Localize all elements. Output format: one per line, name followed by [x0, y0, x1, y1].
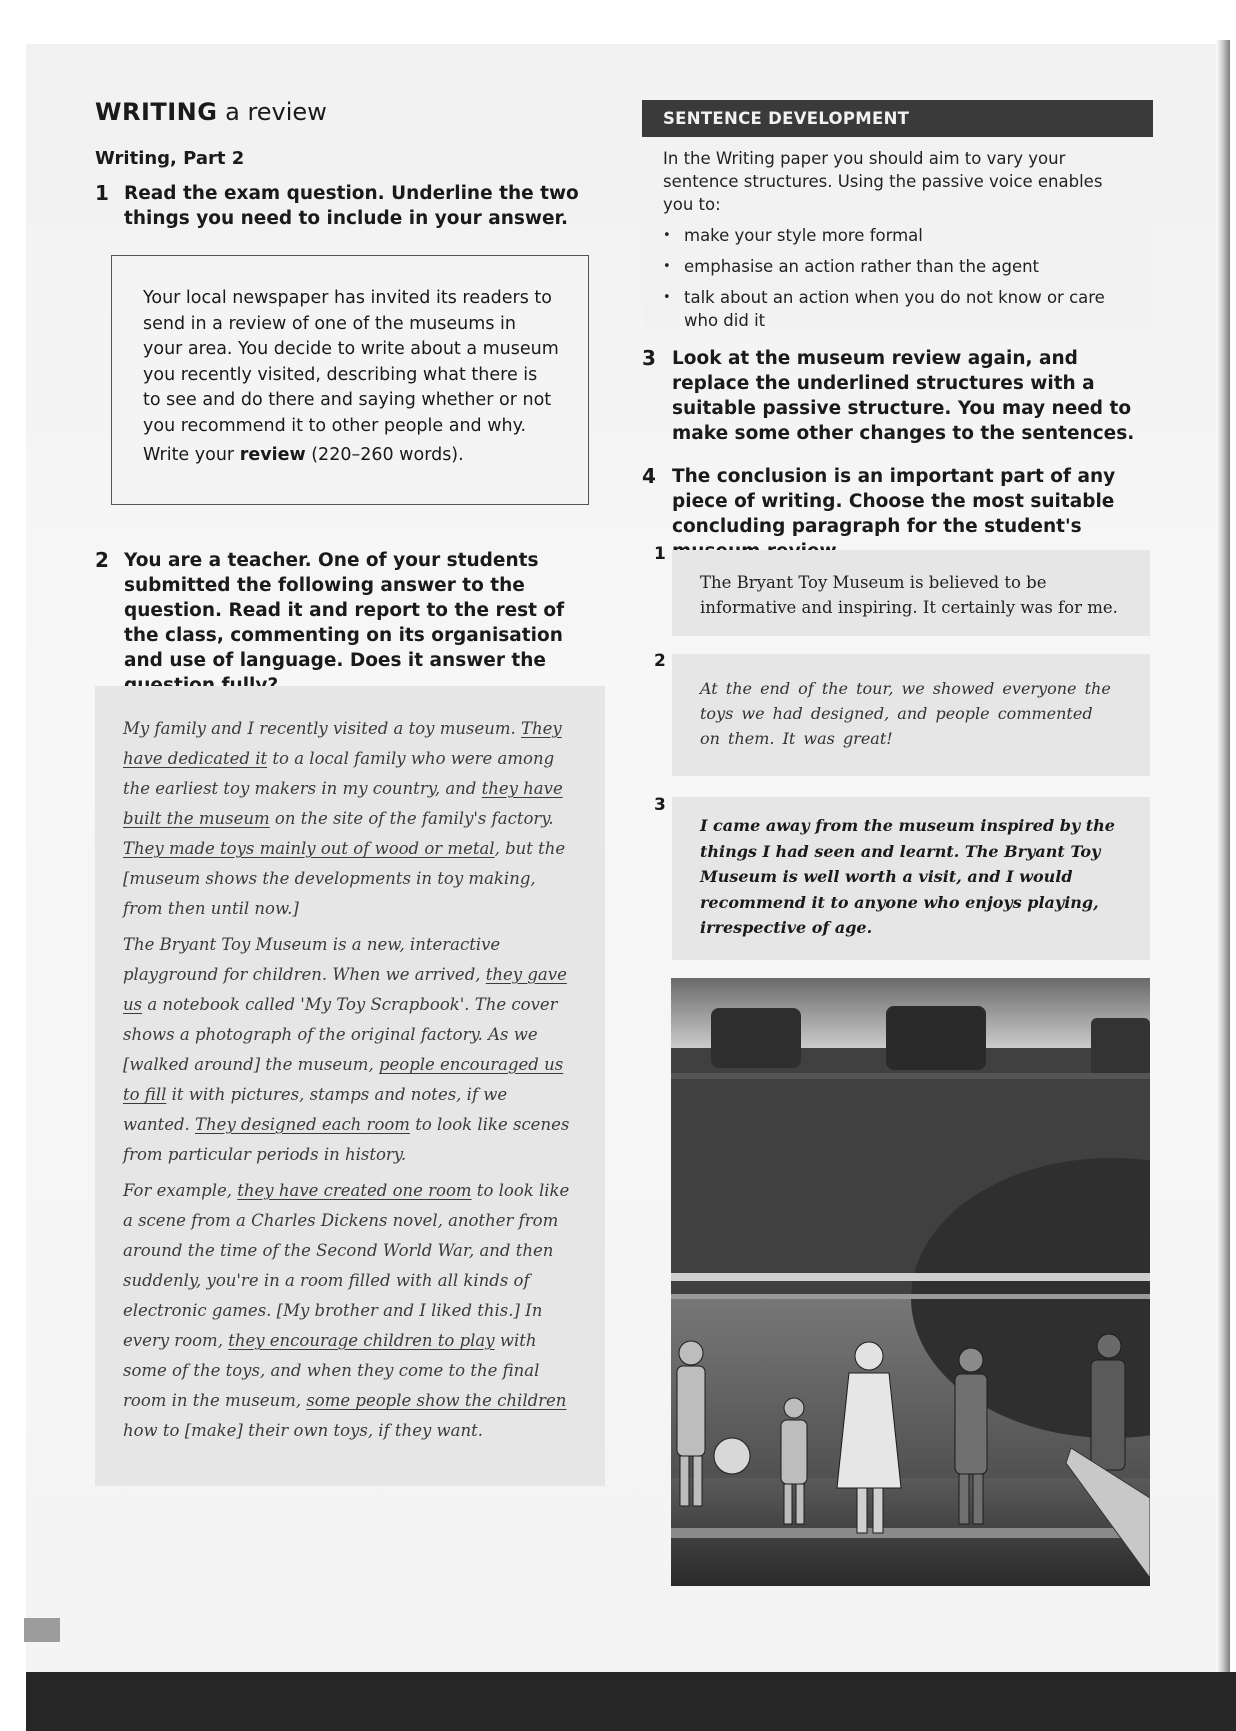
option-number: 2 [654, 651, 666, 671]
underlined-structure: They designed each room [195, 1115, 410, 1134]
underlined-structure: they have built the museum [123, 779, 563, 828]
task-number: 4 [642, 464, 656, 488]
exam-word-limit [143, 443, 560, 469]
essay-text: For example, [123, 1181, 238, 1200]
sentence-development-panel [642, 137, 1153, 330]
bullet-item: • talk about an action when you do not know or care who did it [663, 286, 1127, 332]
word-limit-suffix: (220–260 words). [311, 445, 464, 465]
exam-question-box [111, 255, 589, 505]
essay-text: to look like scenes from particular periods in history. [123, 1115, 570, 1164]
toy-museum-photo [671, 978, 1150, 1586]
page-edge-shadow [1216, 40, 1230, 1680]
essay-text: , but the [museum shows the developments in toy making, from then until now.] [123, 839, 566, 918]
section-title-light: a review [225, 98, 327, 126]
underlined-structure: They made toys mainly out of wood or metal [123, 839, 495, 858]
page-corner-mark [24, 1618, 60, 1642]
underlined-structure: they gave us [123, 965, 567, 1014]
task-instruction: Look at the museum review again, and replace the underlined structures with a suitable passive structure. You may need to make some other changes to the sentences. [672, 348, 1135, 444]
task-4 [642, 464, 1142, 564]
option-number: 3 [654, 795, 666, 815]
essay-text: on the site of the family's factory. [269, 809, 554, 828]
task-instruction: Read the exam question. Underline the two things you need to include in your answer. [124, 183, 579, 229]
task-3 [642, 346, 1142, 446]
task-1 [95, 181, 605, 231]
word-limit-prefix: Write your [143, 445, 235, 465]
word-limit-task-type: review [239, 445, 306, 465]
conclusion-option-3: I came away from the museum inspired by the things I had seen and learnt. The Bryant Toy Museum is well worth a visit, and I would recommend it to anyone who enjoys playing, irrespective of age. [672, 797, 1150, 960]
part-heading: Writing, Part 2 [95, 148, 245, 169]
essay-text: The Bryant Toy Museum is a new, interactive playground for children. When we arrived, [123, 935, 501, 984]
essay-text: it with pictures, stamps and notes, if we wanted. [123, 1085, 508, 1134]
essay-paragraph [123, 714, 579, 924]
sentence-development-list [663, 224, 1127, 332]
essay-text: My family and I recently visited a toy museum. [123, 719, 521, 738]
underlined-structure: people encouraged us to fill [123, 1055, 564, 1104]
essay-text: to a local family who were among the earliest toy makers in my country, and [123, 749, 555, 798]
option-number: 1 [654, 544, 666, 564]
task-instruction: You are a teacher. One of your students submitted the following answer to the question. Read it and report to the rest of the class, commenting on its organisation and use of language. Does it answer the [124, 550, 565, 671]
underlined-structure: they encourage children to play [228, 1331, 495, 1350]
essay-text: with some of the toys, and when they come to the final room in the museum, [123, 1331, 540, 1410]
underlined-structure: some people show the children [306, 1391, 567, 1410]
essay-paragraph [123, 930, 579, 1170]
task-number: 1 [95, 181, 109, 205]
task-2 [95, 548, 605, 698]
essay-text: to look like a scene from a Charles Dickens novel, another from around the time of the Second World War, and then suddenly, you're in a room filled with all kinds of electronic games. [My brother and I liked this.] In every room, [123, 1181, 570, 1350]
sentence-development-intro: In the Writing paper you should aim to vary your sentence structures. Using the passive voice enables you to: [663, 149, 1103, 214]
conclusion-option-1: The Bryant Toy Museum is believed to be informative and inspiring. It certainly was for me. [672, 550, 1150, 636]
section-title-strong: WRITING [95, 98, 218, 126]
task-number: 2 [95, 548, 109, 572]
underlined-structure: They have dedicated it [123, 719, 562, 768]
exam-question-text: Your local newspaper has invited its readers to send in a review of one of the museums in your area. You decide to write about a museum you recently visited, describing what there is to see and do there and saying whether or not you recommend it to other people and why. [143, 288, 559, 436]
bullet-item: • make your style more formal [663, 224, 1127, 247]
student-essay [95, 686, 605, 1486]
essay-paragraph [123, 1176, 579, 1446]
bottom-scan-band [26, 1672, 1236, 1731]
underlined-structure: they have created one room [237, 1181, 472, 1200]
essay-text: a notebook called 'My Toy Scrapbook'. The cover shows a photograph of the original factory. As we [walked around] the museum, [123, 995, 558, 1074]
sentence-development-header: SENTENCE DEVELOPMENT [642, 100, 1153, 137]
task-number: 3 [642, 346, 656, 370]
essay-text: how to [make] their own toys, if they want. [123, 1421, 483, 1440]
conclusion-option-2: At the end of the tour, we showed everyone the toys we had designed, and people commented on them. It was great! [672, 654, 1150, 776]
task-instruction: The conclusion is an important part of any piece of writing. Choose the most suitable concluding paragraph for the student's [672, 466, 1116, 537]
section-title [95, 98, 327, 126]
bullet-item: • emphasise an action rather than the agent [663, 255, 1127, 278]
toy-train-figures-image [671, 978, 1150, 1586]
